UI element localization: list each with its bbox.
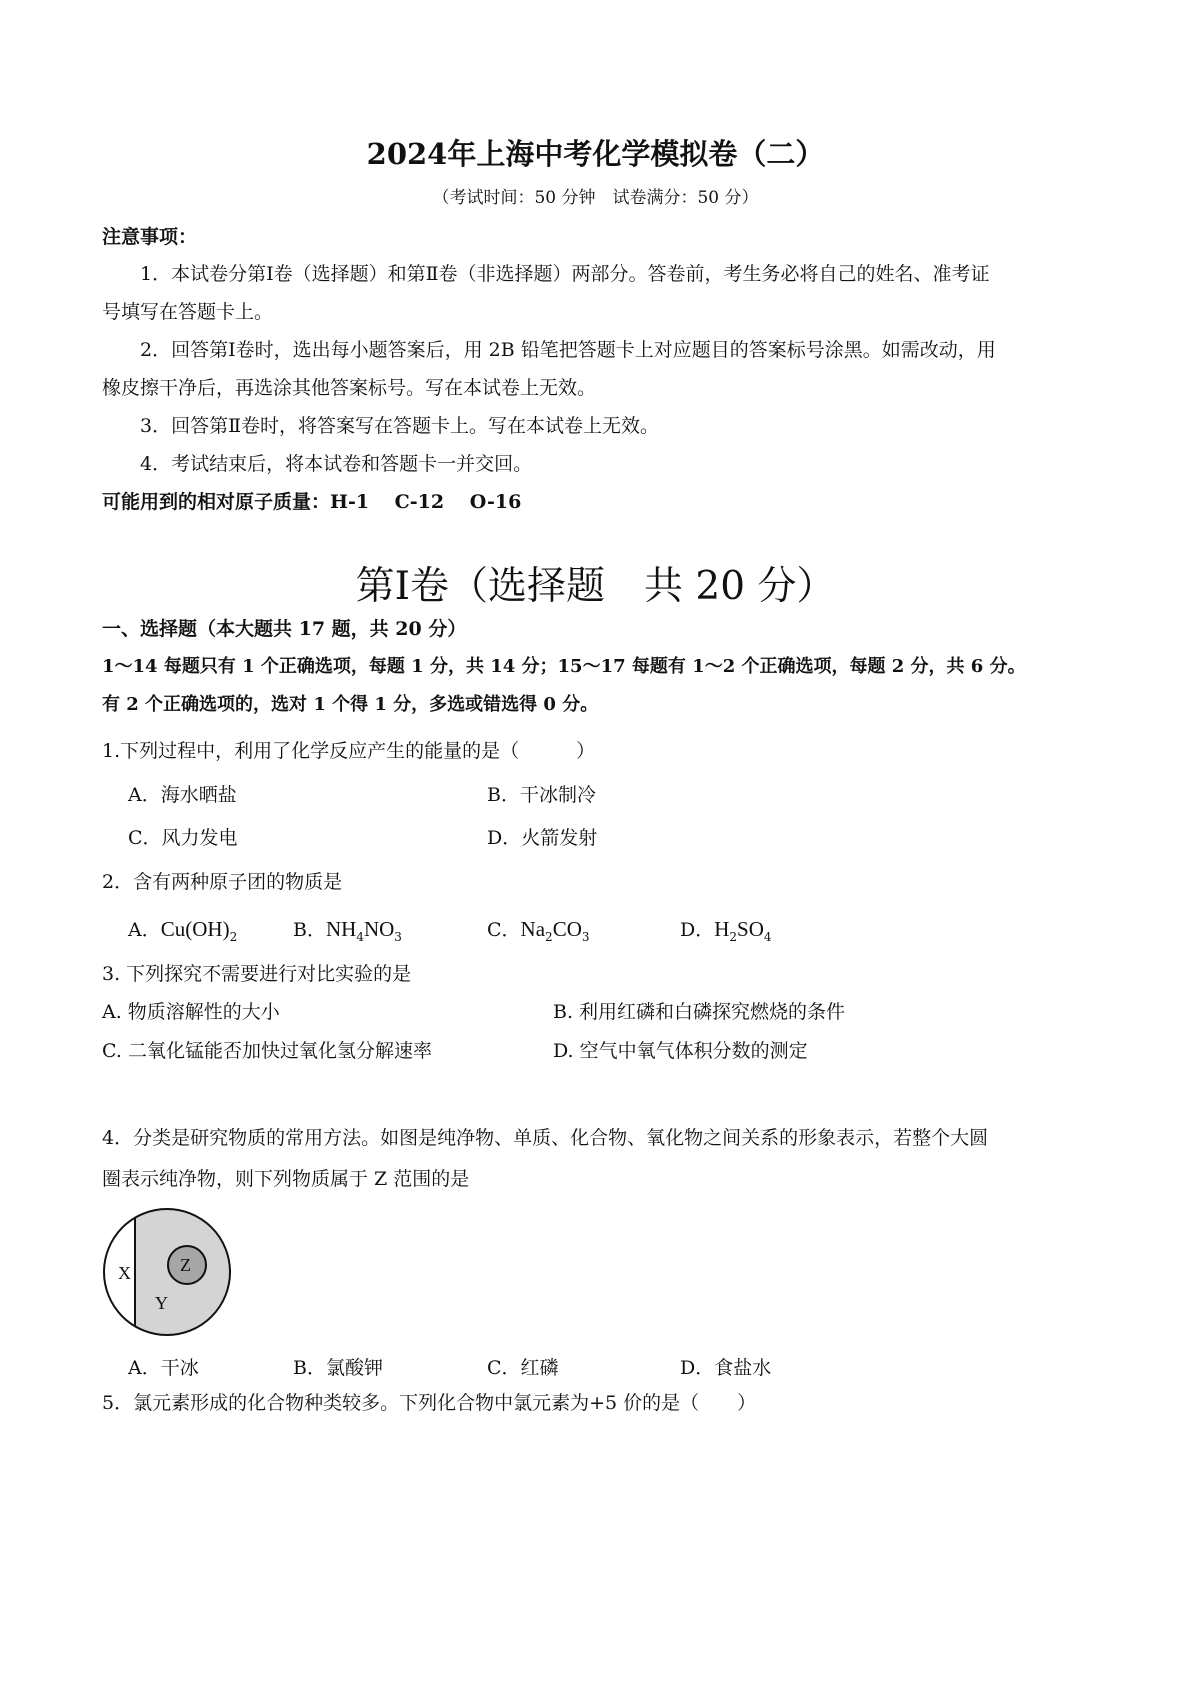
question-1-option-b: B．干冰制冷 xyxy=(487,784,596,806)
question-2-option-a xyxy=(128,915,237,942)
question-4-option-d: D．食盐水 xyxy=(680,1357,772,1379)
pure-substance-classification-diagram xyxy=(100,1205,235,1340)
formula-part: Na xyxy=(520,917,546,941)
scoring-rule-line-2: 有 2 个正确选项的，选对 1 个得 1 分，多选或错选得 0 分。 xyxy=(102,694,599,715)
question-4-option-c: C．红磷 xyxy=(487,1357,559,1379)
question-2-option-b xyxy=(293,915,402,942)
question-3-option-a: A. 物质溶解性的大小 xyxy=(102,1001,280,1023)
notice-item-1-line-1: 1．本试卷分第Ⅰ卷（选择题）和第Ⅱ卷（非选择题）两部分。答卷前，考生务必将自己的姓名、准考证 xyxy=(140,263,990,285)
question-4-stem-line-2: 圈表示纯净物，则下列物质属于 Z 范围的是 xyxy=(102,1168,470,1190)
label-z: Z xyxy=(180,1255,191,1275)
notice-item-1-line-2: 号填写在答题卡上。 xyxy=(102,301,274,323)
question-3-option-d: D. 空气中氧气体积分数的测定 xyxy=(553,1040,808,1062)
formula-subscript: 3 xyxy=(394,930,402,944)
notice-item-4: 4．考试结束后，将本试卷和答题卡一并交回。 xyxy=(140,453,533,475)
question-3-option-c: C. 二氧化锰能否加快过氧化氢分解速率 xyxy=(102,1040,432,1062)
exam-title: 2024年上海中考化学模拟卷（二） xyxy=(366,137,825,171)
option-label: D． xyxy=(680,919,715,941)
question-1-option-a: A．海水晒盐 xyxy=(128,784,237,806)
question-4-option-a: A．干冰 xyxy=(128,1357,199,1379)
question-5-stem: 5．氯元素形成的化合物种类较多。下列化合物中氯元素为+5 价的是（ ） xyxy=(102,1392,757,1414)
label-y: Y xyxy=(155,1293,168,1313)
scoring-rule-line-1: 1～14 每题只有 1 个正确选项，每题 1 分，共 14 分；15～17 每题有 1～2 个正确选项，每题 2 分，共 6 分。 xyxy=(102,656,1026,677)
formula-cu-oh: Cu(OH) xyxy=(160,917,230,941)
formula-part: H xyxy=(714,917,730,941)
formula-part: NO xyxy=(363,917,395,941)
section-title: 第Ⅰ卷（选择题 共 20 分） xyxy=(355,564,836,609)
formula-part: CO xyxy=(552,917,582,941)
question-2-option-c xyxy=(487,915,590,942)
formula-subscript: 2 xyxy=(545,930,553,944)
question-2-option-d xyxy=(680,915,772,942)
question-2-stem: 2．含有两种原子团的物质是 xyxy=(102,871,343,893)
formula-subscript: 4 xyxy=(763,930,772,944)
formula-subscript: 2 xyxy=(729,930,738,944)
section-heading: 一、选择题（本大题共 17 题，共 20 分） xyxy=(102,618,467,640)
formula-subscript: 4 xyxy=(356,930,364,944)
formula-subscript: 3 xyxy=(581,930,590,944)
question-1-option-d: D．火箭发射 xyxy=(487,827,598,849)
notice-item-2-line-1: 2．回答第Ⅰ卷时，选出每小题答案后，用 2B 铅笔把答题卡上对应题目的答案标号涂黑。如需改动，用 xyxy=(140,339,996,361)
formula-subscript: 2 xyxy=(229,930,238,944)
option-label: B． xyxy=(293,919,326,941)
option-label: A． xyxy=(128,919,161,941)
question-3-option-b: B. 利用红磷和白磷探究燃烧的条件 xyxy=(553,1001,846,1023)
question-4-stem-line-1: 4．分类是研究物质的常用方法。如图是纯净物、单质、化合物、氧化物之间关系的形象表示，若整个大圆 xyxy=(102,1127,989,1149)
atomic-mass-note: 可能用到的相对原子质量：H-1 C-12 O-16 xyxy=(102,491,522,513)
notice-item-3: 3．回答第Ⅱ卷时，将答案写在答题卡上。写在本试卷上无效。 xyxy=(140,415,660,437)
notice-heading: 注意事项： xyxy=(102,226,198,248)
question-3-stem: 3. 下列探究不需要进行对比实验的是 xyxy=(102,963,412,985)
exam-subtitle: （考试时间：50 分钟 试卷满分：50 分） xyxy=(432,188,759,208)
option-label: C． xyxy=(487,919,521,941)
question-4-option-b: B．氯酸钾 xyxy=(293,1357,383,1379)
formula-part: SO xyxy=(737,917,764,941)
formula-part: NH xyxy=(325,917,357,941)
question-1-option-c: C．风力发电 xyxy=(128,827,238,849)
label-x: X xyxy=(118,1263,131,1283)
notice-item-2-line-2: 橡皮擦干净后，再选涂其他答案标号。写在本试卷上无效。 xyxy=(102,377,597,399)
question-1-stem: 1.下列过程中，利用了化学反应产生的能量的是（ ） xyxy=(102,740,596,762)
